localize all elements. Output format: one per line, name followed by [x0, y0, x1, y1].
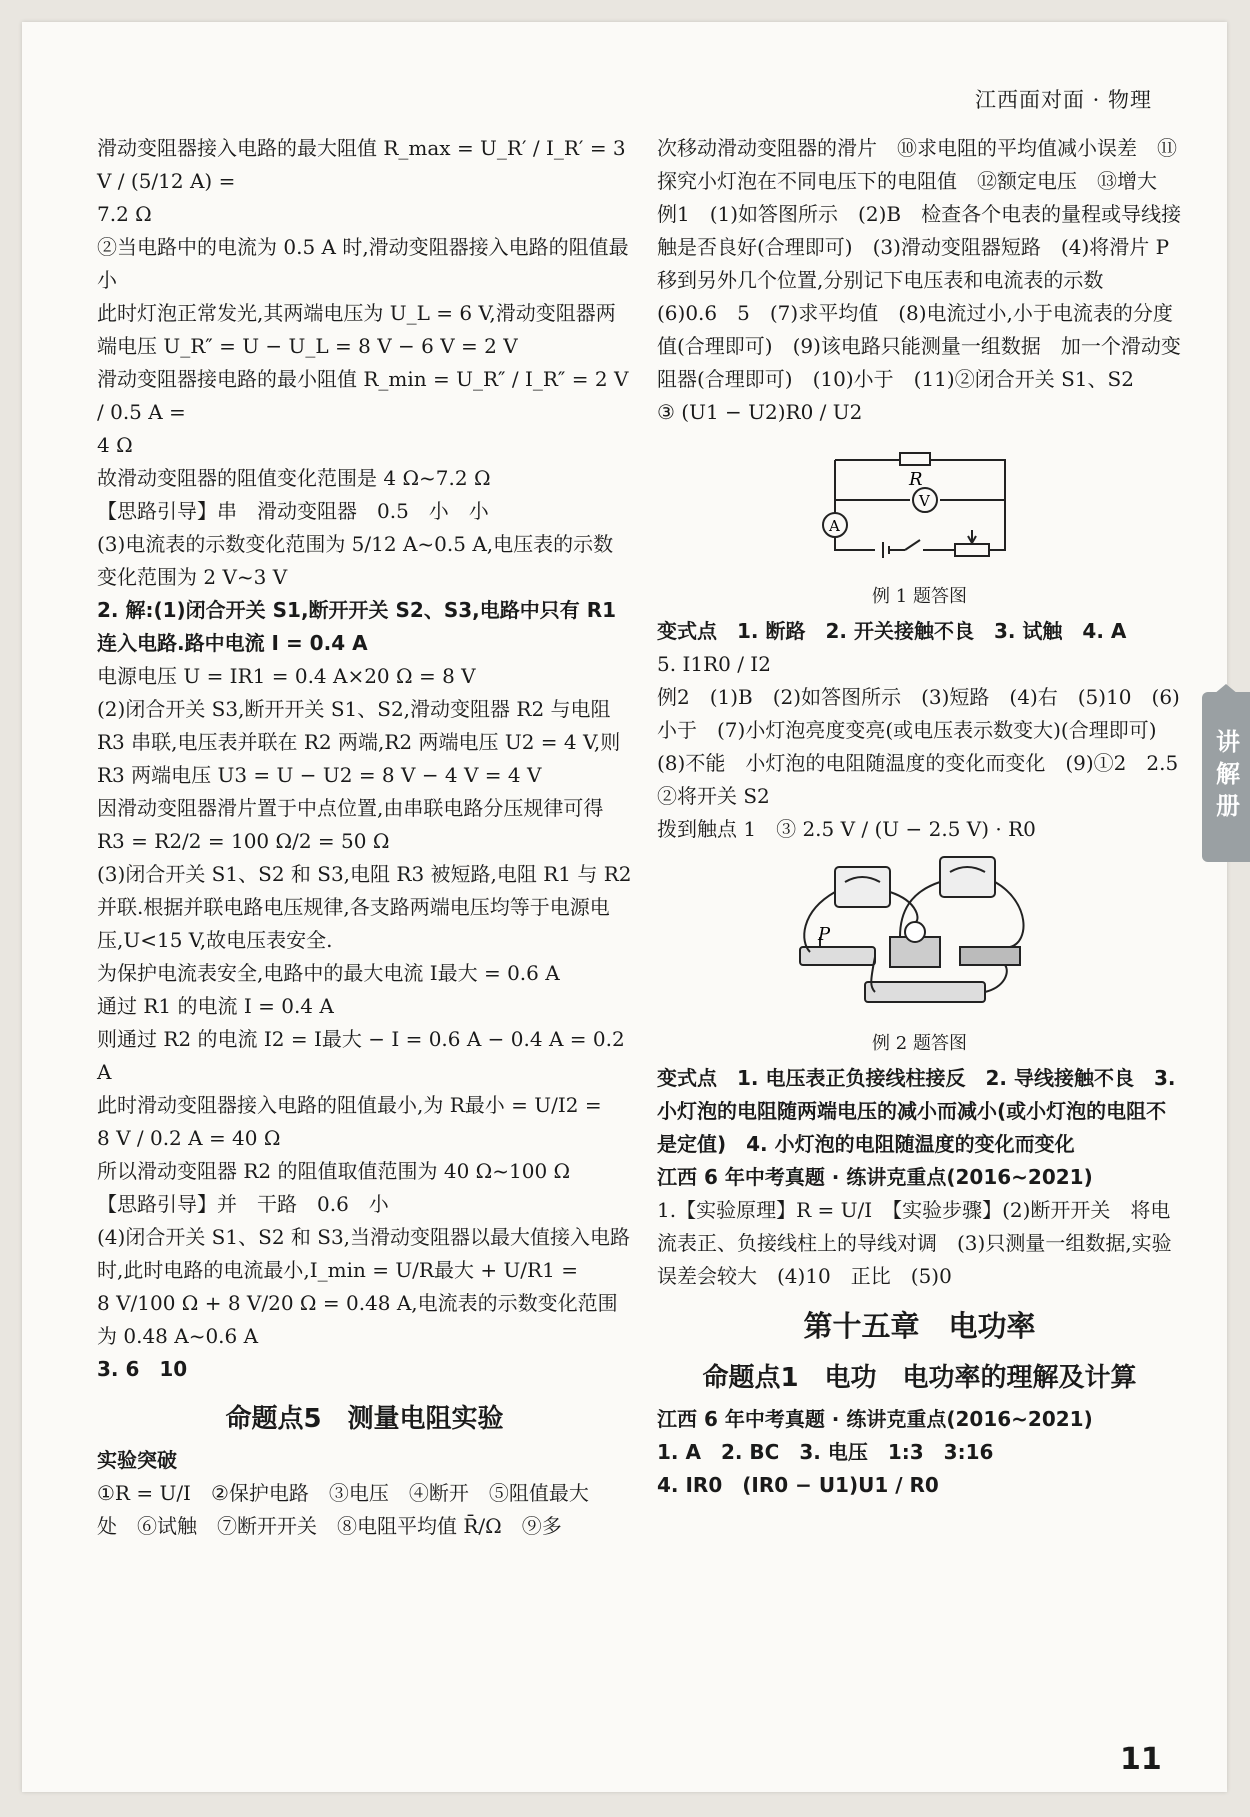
- text-line: 此时灯泡正常发光,其两端电压为 U_L = 6 V,滑动变阻器两端电压 U_R″ = U − U_L = 8 V − 6 V = 2 V: [97, 301, 616, 358]
- text-line: 7.2 Ω: [97, 202, 152, 226]
- text-line: (3)电流表的示数变化范围为 5/12 A~0.5 A,电压表的示数变化范围为 2 V~3 V: [97, 532, 614, 589]
- text-line: 5. I1R0 / I2: [657, 652, 771, 676]
- text-line: 8 V / 0.2 A = 40 Ω: [97, 1126, 281, 1150]
- circuit-diagram-1: [657, 435, 1182, 609]
- text-line: (2)闭合开关 S3,断开开关 S1、S2,滑动变阻器 R2 与电阻 R3 串联,电压表并联在 R2 两端,R2 两端电压 U2 = 4 V,则 R3 两端电压 U3 = U − U2 = 8 V − 4 V = 4 V: [97, 697, 621, 787]
- text-line: 通过 R1 的电流 I = 0.4 A: [97, 994, 334, 1018]
- page: [22, 22, 1240, 1792]
- text-line: 【思路引导】串 滑动变阻器 0.5 小 小: [97, 499, 489, 523]
- text-line: 江西 6 年中考真题 · 练讲克重点(2016~2021): [657, 1165, 1093, 1189]
- text-line: 变式点 1. 断路 2. 开关接触不良 3. 试触 4. A: [657, 619, 1127, 643]
- text-line: 拨到触点 1 ③ 2.5 V / (U − 2.5 V) · R0: [657, 817, 1036, 841]
- text-line: 则通过 R2 的电流 I2 = I最大 − I = 0.6 A − 0.4 A = 0.2 A: [97, 1027, 625, 1084]
- slider-label: P: [817, 924, 830, 945]
- section-title: 命题点1 电功 电功率的理解及计算: [702, 1363, 1137, 1393]
- section-title: 命题点5 测量电阻实验: [225, 1404, 504, 1434]
- page-number: 11: [1120, 1742, 1162, 1777]
- text-line: 8 V/100 Ω + 8 V/20 Ω = 0.48 A,电流表的示数变化范围为 0.48 A~0.6 A: [97, 1291, 618, 1348]
- text-line: 变式点 1. 电压表正负接线柱接反 2. 导线接触不良 3. 小灯泡的电阻随两端电压的减小而减小(或小灯泡的电阻不是定值) 4. 小灯泡的电阻随温度的变化而变化: [657, 1066, 1176, 1156]
- text-line: 所以滑动变阻器 R2 的阻值取值范围为 40 Ω~100 Ω: [97, 1159, 571, 1183]
- text-line: ③ (U1 − U2)R0 / U2: [657, 400, 863, 424]
- subhead: 江西 6 年中考真题 · 练讲克重点(2016~2021): [657, 1407, 1093, 1431]
- text-line: 4 Ω: [97, 433, 133, 457]
- text-line: 3. 6 10: [97, 1357, 188, 1381]
- text-line: 此时滑动变阻器接入电路的阻值最小,为 R最小 = U/I2 =: [97, 1093, 602, 1117]
- text-line: 4. IR0 (IR0 − U1)U1 / R0: [657, 1473, 939, 1497]
- subhead: 实验突破: [97, 1448, 177, 1472]
- text-line: 电源电压 U = IR1 = 0.4 A×20 Ω = 8 V: [97, 664, 476, 688]
- text-line: 1.【实验原理】R = U/I 【实验步骤】(2)断开开关 将电流表正、负接线柱上的导线对调 (3)只测量一组数据,实验误差会较大 (4)10 正比 (5)0: [657, 1198, 1172, 1288]
- text-line: (4)闭合开关 S1、S2 和 S3,当滑动变阻器以最大值接入电路时,此时电路的电流最小,I_min = U/R最大 + U/R1 =: [97, 1225, 631, 1282]
- text-line: 处 ⑥试触 ⑦断开开关 ⑧电阻平均值 R̄/Ω ⑨多: [97, 1514, 562, 1538]
- text-line: 2. 解:(1)闭合开关 S1,断开开关 S2、S3,电路中只有 R1 连入电路.路中电流 I = 0.4 A: [97, 598, 617, 655]
- text-line: 【思路引导】并 干路 0.6 小: [97, 1192, 389, 1216]
- text-line: 滑动变阻器接入电路的最大阻值 R_max = U_R′ / I_R′ = 3 V / (5/12 A) =: [97, 136, 626, 193]
- text-line: ①R = U/I ②保护电路 ③电压 ④断开 ⑤阻值最大: [97, 1481, 589, 1505]
- voltmeter-label: V: [918, 492, 930, 510]
- apparatus-svg: [790, 852, 1050, 1022]
- circuit-svg: [805, 435, 1035, 575]
- text-line: 因滑动变阻器滑片置于中点位置,由串联电路分压规律可得 R3 = R2/2 = 100 Ω/2 = 50 Ω: [97, 796, 604, 853]
- header-title: 江西面对面 · 物理: [974, 88, 1152, 112]
- text-line: 例2 (1)B (2)如答图所示 (3)短路 (4)右 (5)10 (6)小于 (7)小灯泡亮度变亮(或电压表示数变大)(合理即可) (8)不能 小灯泡的电阻随温度的变化而变化 (9)①2 2.5 ②将开关 S2: [657, 685, 1199, 808]
- text-line: ②当电路中的电流为 0.5 A 时,滑动变阻器接入电路的阻值最小: [97, 235, 629, 292]
- figure-caption: 例 2 题答图: [872, 1033, 967, 1054]
- circuit-diagram-2: [657, 852, 1182, 1056]
- chapter-title: 第十五章 电功率: [803, 1309, 1036, 1343]
- text-line: 例1 (1)如答图所示 (2)B 检查各个电表的量程或导线接触是否良好(合理即可) (3)滑动变阻器短路 (4)将滑片 P 移到另外几个位置,分别记下电压表和电流表的示数 (6)0.6 5 (7)求平均值 (8)电流过小,小于电流表的分度值(合理即可) (9)该电路只能测量一组数据 加一个滑动变阻器(合理即可) (10)小于 (11)②闭合开关 S1、S2: [657, 202, 1182, 391]
- text-line: 故滑动变阻器的阻值变化范围是 4 Ω~7.2 Ω: [97, 466, 491, 490]
- text-line: 1. A 2. BC 3. 电压 1:3 3:16: [657, 1440, 994, 1464]
- text-line: (3)闭合开关 S1、S2 和 S3,电阻 R3 被短路,电阻 R1 与 R2 并联.根据并联电路电压规律,各支路两端电压均等于电源电压,U<15 V,故电压表安全.: [97, 862, 632, 952]
- ammeter-label: A: [828, 517, 840, 535]
- text-line: 为保护电流表安全,电路中的最大电流 I最大 = 0.6 A: [97, 961, 560, 985]
- side-tab: 讲解册: [1202, 692, 1250, 862]
- text-line: 滑动变阻器接电路的最小阻值 R_min = U_R″ / I_R″ = 2 V / 0.5 A =: [97, 367, 629, 424]
- left-column: [97, 132, 632, 1543]
- figure-caption: 例 1 题答图: [872, 586, 967, 607]
- text-line: 次移动滑动变阻器的滑片 ⑩求电阻的平均值减小误差 ⑪探究小灯泡在不同电压下的电阻值 ⑫额定电压 ⑬增大: [657, 136, 1177, 193]
- resistor-label: R: [908, 469, 923, 490]
- right-column: [657, 132, 1199, 1502]
